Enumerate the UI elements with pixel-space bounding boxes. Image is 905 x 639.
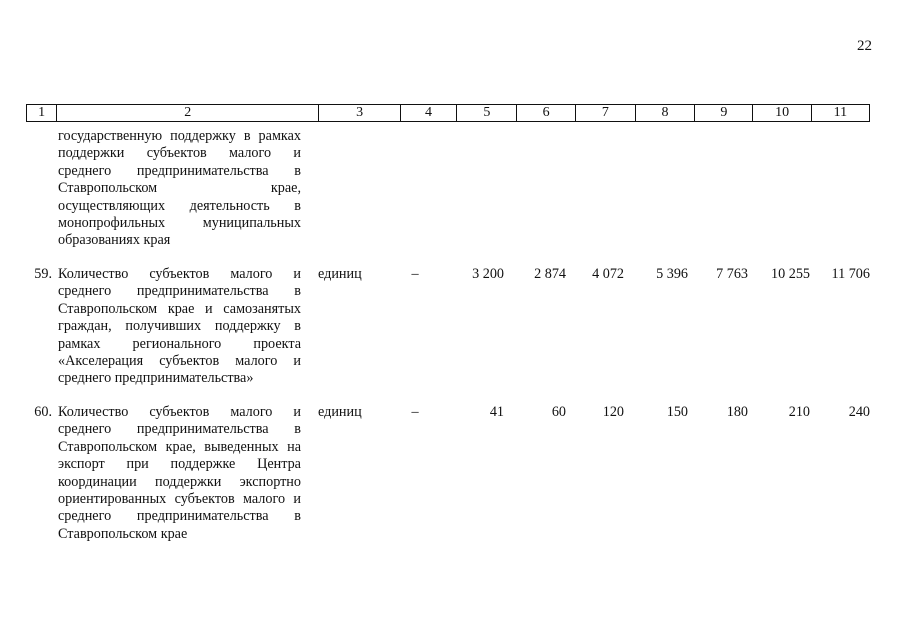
header-cell: 8 xyxy=(635,105,694,121)
row-value: 180 xyxy=(726,404,748,420)
row-unit: единиц xyxy=(318,266,362,282)
continuation-text: государственную поддержку в рамках поддержки субъектов малого и среднего предпринимательства в Ставропольском крае, осуществляющих деятельность в монопрофильных муниципальных образованиях края xyxy=(58,128,301,249)
table-header-row xyxy=(26,104,870,122)
row-value: 7 763 xyxy=(716,266,748,282)
row-value: 60 xyxy=(551,404,566,420)
row-index: 60. xyxy=(34,404,52,420)
row-unit: единиц xyxy=(318,404,362,420)
row-value: 41 xyxy=(489,404,504,420)
header-cell: 9 xyxy=(694,105,752,121)
row-value: 3 200 xyxy=(472,266,504,282)
row-index: 59. xyxy=(34,266,52,282)
row-value: 11 706 xyxy=(831,266,870,282)
row-value: 5 396 xyxy=(656,266,688,282)
header-cell: 10 xyxy=(752,105,810,121)
row-value: 120 xyxy=(602,404,624,420)
row-value: 150 xyxy=(666,404,688,420)
header-cell: 5 xyxy=(456,105,516,121)
row-description: Количество субъектов малого и среднего предпринимательства в Ставропольском крае, выведенных на экспорт при поддержке Центра координации поддержки экспортно ориентированных субъектов малого и среднего предпринимательства в Ставропольском крае xyxy=(58,404,301,542)
row-value: 10 255 xyxy=(770,266,810,282)
row-value: 240 xyxy=(848,404,870,420)
page-number: 22 xyxy=(857,38,872,54)
header-cell: 3 xyxy=(318,105,400,121)
header-cell: 1 xyxy=(38,105,46,120)
row-value: 210 xyxy=(788,404,810,420)
header-cell: 7 xyxy=(575,105,635,121)
row-description: Количество субъектов малого и среднего предпринимательства в Ставропольском крае и самозанятых граждан, получивших поддержку в рамках регионального проекта «Акселерация субъектов малого и среднего предпринимательства» xyxy=(58,266,301,387)
table-row xyxy=(0,404,905,544)
table-row xyxy=(0,266,905,386)
header-cell: 6 xyxy=(516,105,574,121)
row-col4: – xyxy=(411,266,419,282)
row-value: 2 874 xyxy=(534,266,566,282)
row-value: 4 072 xyxy=(592,266,624,282)
header-cell: 4 xyxy=(400,105,456,121)
header-cell: 11 xyxy=(811,105,869,121)
row-col4: – xyxy=(411,404,419,420)
header-cell: 2 xyxy=(56,105,318,121)
